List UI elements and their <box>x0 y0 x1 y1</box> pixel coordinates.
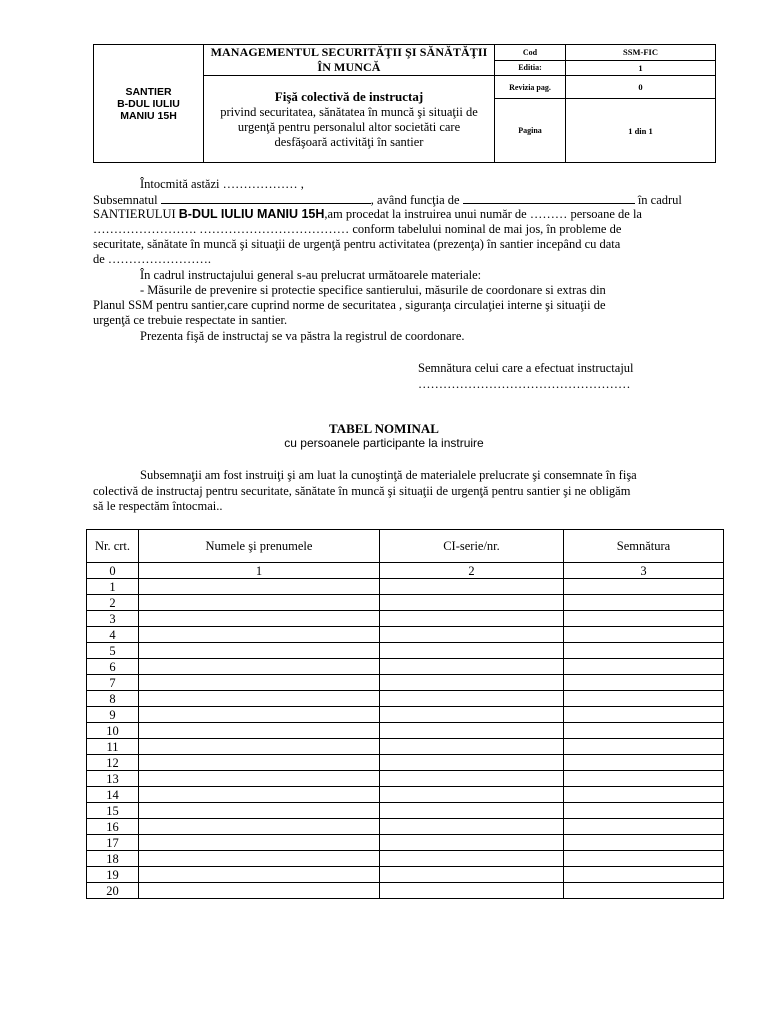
signature-cell[interactable] <box>564 659 724 675</box>
name-cell[interactable] <box>139 595 380 611</box>
ci-cell[interactable] <box>380 803 564 819</box>
col-ci: CI-serie/nr. <box>380 530 564 563</box>
signature-cell[interactable] <box>564 675 724 691</box>
declaration-line-2: colectivă de instructaj pentru securitate, sănătate în muncă şi situaţii de urgenţă pentru santier şi ne obligăm <box>93 484 631 498</box>
name-cell[interactable] <box>139 707 380 723</box>
declaration-text-1: Subsemnaţii am fost instruiţi şi am luat la cunoştinţă de materialele prelucrate şi consemnate în fişa <box>140 468 637 482</box>
signature-cell[interactable] <box>564 851 724 867</box>
table-row <box>87 595 724 611</box>
row-number: 14 <box>87 787 139 803</box>
table-row <box>87 611 724 627</box>
ci-cell[interactable] <box>380 819 564 835</box>
row-number: 19 <box>87 867 139 883</box>
function-blank[interactable] <box>463 192 635 204</box>
ci-cell[interactable] <box>380 867 564 883</box>
form-title-block <box>204 76 495 163</box>
col-nr-crt: Nr. crt. <box>87 530 139 563</box>
site-line-1: SANTIER <box>125 85 172 98</box>
row-number: 9 <box>87 707 139 723</box>
intocmita-text: Întocmită astăzi ……………… , <box>140 177 304 191</box>
col-signature: Semnătura <box>564 530 724 563</box>
body-line-4: ……………………. ……………………………… conform tabelului nominal de mai jos, în probleme de <box>93 222 622 236</box>
table-row <box>87 883 724 899</box>
row-number: 17 <box>87 835 139 851</box>
signature-cell[interactable] <box>564 867 724 883</box>
row-number: 12 <box>87 755 139 771</box>
nominal-table <box>86 529 724 899</box>
name-cell[interactable] <box>139 771 380 787</box>
row-number: 16 <box>87 819 139 835</box>
name-cell[interactable] <box>139 739 380 755</box>
ci-cell[interactable] <box>380 627 564 643</box>
materials-item-line <box>93 283 718 298</box>
signature-cell[interactable] <box>564 787 724 803</box>
site-line-3: MANIU 15H <box>120 109 177 122</box>
signature-cell[interactable] <box>564 835 724 851</box>
declaration-line-1 <box>93 468 718 483</box>
signature-cell[interactable] <box>564 755 724 771</box>
signature-cell[interactable] <box>564 579 724 595</box>
row-number: 13 <box>87 771 139 787</box>
ci-cell[interactable] <box>380 787 564 803</box>
name-blank[interactable] <box>161 192 371 204</box>
row-number: 7 <box>87 675 139 691</box>
table-row <box>87 851 724 867</box>
ci-cell[interactable] <box>380 851 564 867</box>
index-0: 0 <box>87 563 139 579</box>
signature-cell[interactable] <box>564 883 724 899</box>
ci-cell[interactable] <box>380 771 564 787</box>
table-row <box>87 739 724 755</box>
cod-label: Cod <box>495 45 566 61</box>
col-name: Numele şi prenumele <box>139 530 380 563</box>
intocmita-line <box>93 177 718 192</box>
body-line-6: de ……………………. <box>93 252 212 266</box>
name-cell[interactable] <box>139 851 380 867</box>
name-cell[interactable] <box>139 755 380 771</box>
nominal-rows <box>87 579 724 899</box>
signature-cell[interactable] <box>564 595 724 611</box>
table-row <box>87 691 724 707</box>
row-number: 10 <box>87 723 139 739</box>
materials-intro: În cadrul instructajului general s-au prelucrat următoarele materiale: <box>140 268 482 282</box>
name-cell[interactable] <box>139 579 380 595</box>
table-row <box>87 659 724 675</box>
editia-value: 1 <box>566 60 716 76</box>
table-row <box>87 819 724 835</box>
row-number: 20 <box>87 883 139 899</box>
body-line-10: urgenţă ce trebuie respectate in santier. <box>93 313 288 327</box>
table-row <box>87 579 724 595</box>
table-row <box>87 723 724 739</box>
ci-cell[interactable] <box>380 579 564 595</box>
pagina-value: 1 din 1 <box>566 99 716 163</box>
revizia-label: Revizia pag. <box>495 76 566 99</box>
row-number: 11 <box>87 739 139 755</box>
row-number: 4 <box>87 627 139 643</box>
name-cell[interactable] <box>139 819 380 835</box>
name-cell[interactable] <box>139 723 380 739</box>
ci-cell[interactable] <box>380 707 564 723</box>
body-line-9: Planul SSM pentru santier,care cuprind norme de securitatea , siguranţa circulaţiei interne şi situaţii de <box>93 298 606 312</box>
signature-cell[interactable] <box>564 723 724 739</box>
santier-address: B-DUL IULIU MANIU 15H <box>178 207 325 221</box>
ci-cell[interactable] <box>380 675 564 691</box>
ci-cell[interactable] <box>380 643 564 659</box>
signature-cell[interactable] <box>564 691 724 707</box>
row-number: 5 <box>87 643 139 659</box>
index-2: 2 <box>380 563 564 579</box>
table-row <box>87 835 724 851</box>
name-cell[interactable] <box>139 803 380 819</box>
row-number: 1 <box>87 579 139 595</box>
registru-line <box>93 329 718 344</box>
table-row <box>87 803 724 819</box>
functia-label: , având funcţia de <box>370 193 463 207</box>
revizia-value: 0 <box>566 76 716 99</box>
signature-cell[interactable] <box>564 643 724 659</box>
in-cadrul-label: în cadrul <box>634 193 682 207</box>
nominal-table-subtitle: cu persoanele participante la instruire <box>284 436 484 450</box>
materials-item: - Măsurile de prevenire si protectie specifice santierului, măsurile de coordonare si extras din <box>140 283 606 297</box>
name-cell[interactable] <box>139 691 380 707</box>
name-cell[interactable] <box>139 627 380 643</box>
name-cell[interactable] <box>139 867 380 883</box>
subsemnatul-label: Subsemnatul <box>93 193 161 207</box>
declaration-line-3: să le respectăm întocmai.. <box>93 499 223 513</box>
row-number: 3 <box>87 611 139 627</box>
table-row <box>87 755 724 771</box>
nominal-header-row <box>87 530 724 563</box>
table-row <box>87 787 724 803</box>
materials-intro-line <box>93 268 718 283</box>
ci-cell[interactable] <box>380 611 564 627</box>
ci-cell[interactable] <box>380 755 564 771</box>
site-line-2: B-DUL IULIU <box>117 97 180 110</box>
row-number: 8 <box>87 691 139 707</box>
table-row <box>87 867 724 883</box>
index-3: 3 <box>564 563 724 579</box>
name-cell[interactable] <box>139 883 380 899</box>
row-number: 18 <box>87 851 139 867</box>
row-number: 2 <box>87 595 139 611</box>
ci-cell[interactable] <box>380 595 564 611</box>
santier-line <box>93 207 718 222</box>
site-name <box>94 45 204 163</box>
row-number: 15 <box>87 803 139 819</box>
form-title: Fişă colectivă de instructaj <box>274 88 424 104</box>
cod-value: SSM-FIC <box>566 45 716 61</box>
editia-label: Editia: <box>495 60 566 76</box>
registru-text: Prezenta fişă de instructaj se va păstra la registrul de coordonare. <box>140 329 465 343</box>
ci-cell[interactable] <box>380 835 564 851</box>
ci-cell[interactable] <box>380 883 564 899</box>
signature-cell[interactable] <box>564 611 724 627</box>
table-row <box>87 707 724 723</box>
pagina-label: Pagina <box>495 99 566 163</box>
document-header <box>93 44 716 163</box>
name-cell[interactable] <box>139 787 380 803</box>
body-line-5: securitate, sănătate în muncă şi situaţii de urgenţă pentru activitatea (prezenţa) în santier incepând cu data <box>93 237 621 251</box>
name-cell[interactable] <box>139 643 380 659</box>
table-row <box>87 643 724 659</box>
signature-cell[interactable] <box>564 803 724 819</box>
table-row <box>87 627 724 643</box>
instructor-signature-block <box>418 360 634 392</box>
index-1: 1 <box>139 563 380 579</box>
signature-cell[interactable] <box>564 707 724 723</box>
table-row <box>87 675 724 691</box>
signature-cell[interactable] <box>564 819 724 835</box>
signature-cell[interactable] <box>564 771 724 787</box>
signature-cell[interactable] <box>564 627 724 643</box>
santierului-label: SANTIERULUI <box>93 207 179 221</box>
ci-cell[interactable] <box>380 723 564 739</box>
instruire-text: ,am procedat la instruirea unui număr de ……… persoane de la <box>324 207 642 221</box>
table-row <box>87 771 724 787</box>
row-number: 6 <box>87 659 139 675</box>
nominal-index-row <box>87 563 724 579</box>
name-cell[interactable] <box>139 835 380 851</box>
subsemnatul-line <box>93 192 718 208</box>
form-subtitle: privind securitatea, sănătatea în muncă şi situaţii de urgenţă pentru personalul altor societăti care desfăşoară activităţi în santier <box>220 104 478 149</box>
signature-label: Semnătura celui care a efectuat instructajul <box>418 361 634 375</box>
signature-cell[interactable] <box>564 739 724 755</box>
signature-dots[interactable]: …………………………………………… <box>418 377 631 391</box>
management-title: MANAGEMENTUL SECURITĂŢII ŞI SĂNĂTĂŢII ÎN MUNCĂ <box>204 45 495 76</box>
ci-cell[interactable] <box>380 691 564 707</box>
name-cell[interactable] <box>139 611 380 627</box>
name-cell[interactable] <box>139 659 380 675</box>
ci-cell[interactable] <box>380 659 564 675</box>
ci-cell[interactable] <box>380 739 564 755</box>
name-cell[interactable] <box>139 675 380 691</box>
nominal-table-title: TABEL NOMINAL <box>329 421 439 436</box>
